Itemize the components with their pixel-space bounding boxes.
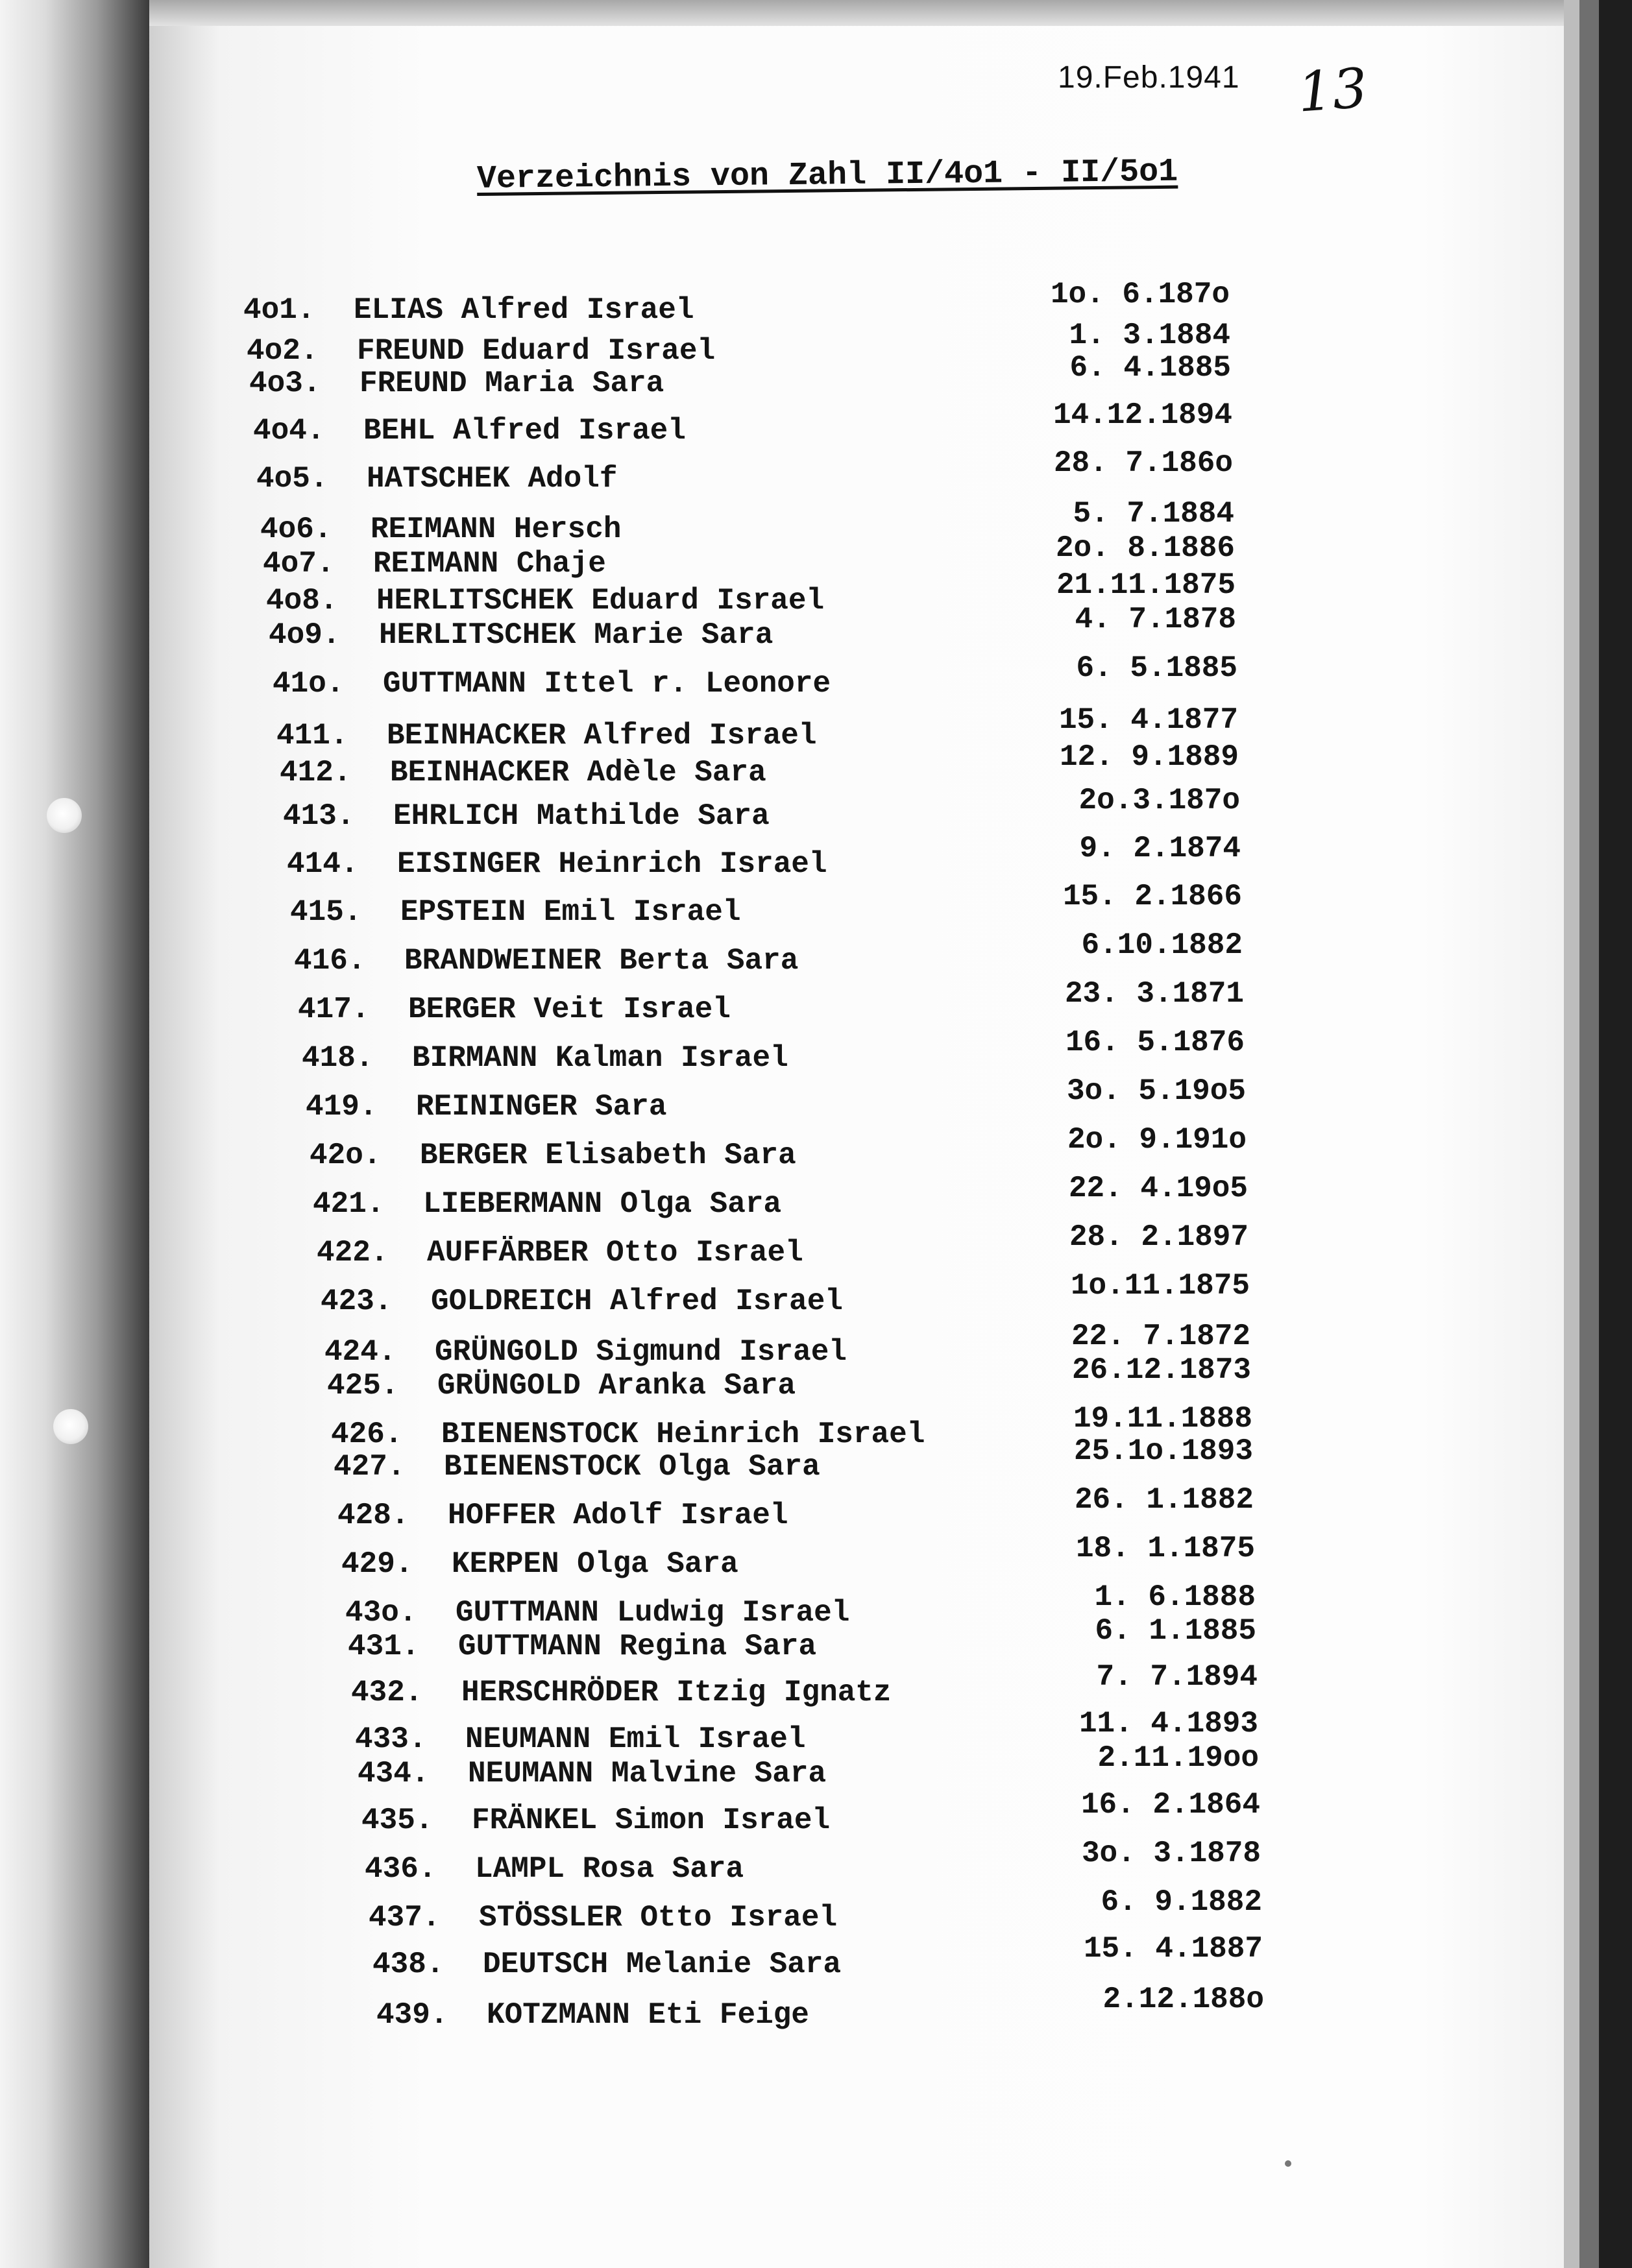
page-number: 13 <box>1295 56 1370 125</box>
entry-birth-date: 9. 2.1874 <box>1079 832 1241 865</box>
entry-birth-date: 11. 4.1893 <box>1078 1707 1258 1741</box>
entry-birth-date: 7. 7.1894 <box>1096 1660 1258 1694</box>
entry-name: BEHL Alfred Israel <box>363 414 686 448</box>
list-entry <box>260 513 621 546</box>
entry-birth-date: 14.12.1894 <box>1053 398 1232 432</box>
list-entry <box>247 334 715 368</box>
entry-name: EPSTEIN Emil Israel <box>400 895 741 929</box>
list-entry <box>249 367 664 400</box>
entry-number: 41o. <box>273 667 345 701</box>
entry-birth-date: 1o. 6.187o <box>1050 278 1230 311</box>
list-entry <box>263 547 606 581</box>
list-entry <box>290 895 741 929</box>
entry-name: EHRLICH Mathilde Sara <box>393 799 770 833</box>
entry-birth-date: 5. 7.1884 <box>1073 497 1234 531</box>
list-entry <box>361 1804 830 1837</box>
entry-birth-date: 15. 4.1877 <box>1058 703 1238 737</box>
entry-name: KOTZMANN Eti Feige <box>487 1998 809 2032</box>
entry-name: HERLITSCHEK Marie Sara <box>379 618 773 652</box>
document-title: Verzeichnis von Zahl II/4o1 - II/5o1 <box>476 153 1178 198</box>
list-entry <box>298 993 731 1026</box>
entry-birth-date: 26.12.1873 <box>1071 1353 1251 1387</box>
list-entry <box>372 1948 841 1981</box>
list-entry <box>273 667 831 701</box>
top-strip <box>149 0 1564 26</box>
entry-birth-date: 23. 3.1871 <box>1064 977 1244 1011</box>
entry-number: 431. <box>348 1630 420 1663</box>
entry-name: HERSCHRÖDER Itzig Ignatz <box>461 1676 892 1709</box>
entry-number: 413. <box>283 799 355 833</box>
entry-birth-date: 6. 4.1885 <box>1069 351 1231 385</box>
entry-number: 438. <box>372 1948 445 1981</box>
entry-number: 4o8. <box>266 584 338 618</box>
entry-birth-date: 16. 2.1864 <box>1080 1788 1260 1822</box>
entry-number: 4o4. <box>253 414 325 448</box>
list-entry <box>302 1041 788 1075</box>
entry-birth-date: 6. 9.1882 <box>1101 1885 1262 1919</box>
list-entry <box>351 1676 892 1709</box>
entry-number: 433. <box>355 1722 427 1756</box>
entry-name: BERGER Elisabeth Sara <box>420 1139 796 1172</box>
entry-name: EISINGER Heinrich Israel <box>397 847 827 881</box>
entry-number: 415. <box>290 895 362 929</box>
entry-number: 414. <box>287 847 359 881</box>
entry-birth-date: 15. 2.1866 <box>1062 880 1242 913</box>
entry-birth-date: 6. 5.1885 <box>1076 651 1237 685</box>
list-entry <box>334 1450 820 1484</box>
entry-number: 4o1. <box>243 293 315 327</box>
list-entry <box>294 944 798 978</box>
entry-birth-date: 1. 6.1888 <box>1094 1580 1256 1614</box>
entry-name: FREUND Eduard Israel <box>357 334 716 368</box>
entry-birth-date: 12. 9.1889 <box>1059 740 1239 774</box>
entry-birth-date: 6.10.1882 <box>1081 928 1243 962</box>
entry-number: 411. <box>276 719 348 753</box>
list-entry <box>276 719 817 753</box>
entry-birth-date: 4. 7.1878 <box>1075 603 1236 636</box>
list-entry <box>345 1596 849 1630</box>
list-entry <box>348 1630 816 1663</box>
entry-number: 437. <box>369 1901 441 1935</box>
entry-number: 425. <box>327 1369 399 1403</box>
entry-number: 43o. <box>345 1596 417 1630</box>
entry-name: GUTTMANN Ittel r. Leonore <box>383 667 831 701</box>
entry-name: GUTTMANN Ludwig Israel <box>456 1596 850 1630</box>
entry-birth-date: 19.11.1888 <box>1073 1402 1252 1436</box>
entry-name: GRÜNGOLD Sigmund Israel <box>435 1335 847 1369</box>
entry-name: FRÄNKEL Simon Israel <box>472 1804 831 1837</box>
entry-name: BIENENSTOCK Olga Sara <box>444 1450 820 1484</box>
entry-number: 429. <box>341 1547 413 1581</box>
entry-number: 439. <box>376 1998 448 2032</box>
entry-number: 436. <box>365 1852 437 1886</box>
entry-birth-date: 2o. 9.191o <box>1067 1123 1247 1157</box>
entry-birth-date: 22. 4.19o5 <box>1068 1172 1248 1205</box>
entry-number: 418. <box>302 1041 374 1075</box>
page-edge <box>1579 0 1599 2268</box>
entry-name: BEINHACKER Adèle Sara <box>390 756 766 790</box>
page-edge <box>1599 0 1632 2268</box>
entry-number: 423. <box>321 1285 393 1318</box>
entry-name: BRANDWEINER Berta Sara <box>404 944 799 978</box>
entry-number: 422. <box>317 1236 389 1270</box>
entry-name: REIMANN Chaje <box>373 547 606 581</box>
entry-name: NEUMANN Malvine Sara <box>468 1757 827 1791</box>
paper-speck <box>1285 2160 1291 2167</box>
entry-name: NEUMANN Emil Israel <box>465 1722 806 1756</box>
list-entry <box>287 847 827 881</box>
entry-number: 4o7. <box>263 547 335 581</box>
entry-birth-date: 18. 1.1875 <box>1075 1532 1255 1565</box>
list-entry <box>331 1418 925 1451</box>
date-stamp: 19.Feb.1941 <box>1058 60 1240 95</box>
entry-name: FREUND Maria Sara <box>359 367 664 400</box>
entry-number: 419. <box>306 1090 378 1124</box>
list-entry <box>256 462 617 496</box>
list-entry <box>324 1335 847 1369</box>
entry-name: LAMPL Rosa Sara <box>475 1852 744 1886</box>
entry-number: 42o. <box>310 1139 382 1172</box>
entry-name: BEINHACKER Alfred Israel <box>387 719 817 753</box>
entry-birth-date: 2o. 8.1886 <box>1055 531 1235 565</box>
entry-name: BIRMANN Kalman Israel <box>412 1041 788 1075</box>
list-entry <box>269 618 773 652</box>
punch-hole <box>47 798 82 833</box>
list-entry <box>327 1369 796 1403</box>
list-entry <box>243 293 694 327</box>
entry-name: GRÜNGOLD Aranka Sara <box>437 1369 796 1403</box>
entry-number: 428. <box>337 1499 409 1532</box>
entry-birth-date: 6. 1.1885 <box>1095 1614 1256 1648</box>
entry-birth-date: 15. 4.1887 <box>1083 1932 1263 1966</box>
entry-name: REIMANN Hersch <box>371 513 622 546</box>
list-entry <box>376 1998 809 2032</box>
list-entry <box>313 1187 781 1221</box>
list-entry <box>280 756 766 790</box>
entry-number: 4o9. <box>269 618 341 652</box>
list-entry <box>337 1499 788 1532</box>
entry-name: AUFFÄRBER Otto Israel <box>427 1236 803 1270</box>
entry-number: 4o3. <box>249 367 321 400</box>
entry-name: HERLITSCHEK Eduard Israel <box>376 584 825 618</box>
list-entry <box>317 1236 803 1270</box>
entry-name: BIENENSTOCK Heinrich Israel <box>441 1418 925 1451</box>
list-entry <box>355 1722 806 1756</box>
entry-number: 427. <box>334 1450 406 1484</box>
entry-name: KERPEN Olga Sara <box>452 1547 738 1581</box>
entry-birth-date: 3o. 5.19o5 <box>1066 1074 1246 1108</box>
list-entry <box>310 1139 796 1172</box>
entry-name: REININGER Sara <box>416 1090 667 1124</box>
entry-number: 426. <box>331 1418 403 1451</box>
entry-birth-date: 1o.11.1875 <box>1070 1269 1250 1303</box>
entry-number: 417. <box>298 993 370 1026</box>
list-entry <box>253 414 686 448</box>
entry-birth-date: 28. 2.1897 <box>1069 1220 1248 1254</box>
entry-name: HATSCHEK Adolf <box>367 462 618 496</box>
entry-birth-date: 22. 7.1872 <box>1071 1320 1250 1353</box>
list-entry <box>369 1901 837 1935</box>
list-entry <box>341 1547 738 1581</box>
entry-name: HOFFER Adolf Israel <box>448 1499 788 1532</box>
list-entry <box>365 1852 744 1886</box>
entry-name: ELIAS Alfred Israel <box>354 293 694 327</box>
entry-number: 421. <box>313 1187 385 1221</box>
entry-number: 412. <box>280 756 352 790</box>
entry-name: GOLDREICH Alfred Israel <box>431 1285 843 1318</box>
list-entry <box>266 584 824 618</box>
entry-birth-date: 25.1o.1893 <box>1073 1434 1253 1468</box>
list-entry <box>283 799 770 833</box>
entry-birth-date: 2.12.188o <box>1102 1983 1264 2016</box>
list-entry <box>358 1757 826 1791</box>
page-edge <box>1564 0 1579 2268</box>
entry-number: 4o5. <box>256 462 328 496</box>
punch-hole <box>53 1409 88 1444</box>
entry-birth-date: 1. 3.1884 <box>1069 319 1230 352</box>
entry-name: GUTTMANN Regina Sara <box>458 1630 817 1663</box>
entry-birth-date: 28. 7.186o <box>1053 446 1233 480</box>
entry-name: BERGER Veit Israel <box>408 993 731 1026</box>
entry-birth-date: 26. 1.1882 <box>1074 1483 1254 1517</box>
entry-number: 4o6. <box>260 513 332 546</box>
entry-birth-date: 21.11.1875 <box>1056 568 1236 602</box>
entry-number: 432. <box>351 1676 423 1709</box>
entry-name: STÖSSLER Otto Israel <box>479 1901 838 1935</box>
entry-name: DEUTSCH Melanie Sara <box>483 1948 842 1981</box>
entry-number: 424. <box>324 1335 396 1369</box>
entry-birth-date: 16. 5.1876 <box>1065 1026 1245 1059</box>
entry-number: 434. <box>358 1757 430 1791</box>
entry-name: LIEBERMANN Olga Sara <box>423 1187 782 1221</box>
list-entry <box>306 1090 666 1124</box>
entry-birth-date: 2.11.19oo <box>1097 1741 1259 1775</box>
entry-birth-date: 2o.3.187o <box>1078 784 1240 817</box>
entry-birth-date: 3o. 3.1878 <box>1081 1837 1261 1870</box>
entry-number: 4o2. <box>247 334 319 368</box>
entry-number: 435. <box>361 1804 433 1837</box>
entry-number: 416. <box>294 944 366 978</box>
binding-shadow <box>0 0 149 2268</box>
list-entry <box>321 1285 843 1318</box>
